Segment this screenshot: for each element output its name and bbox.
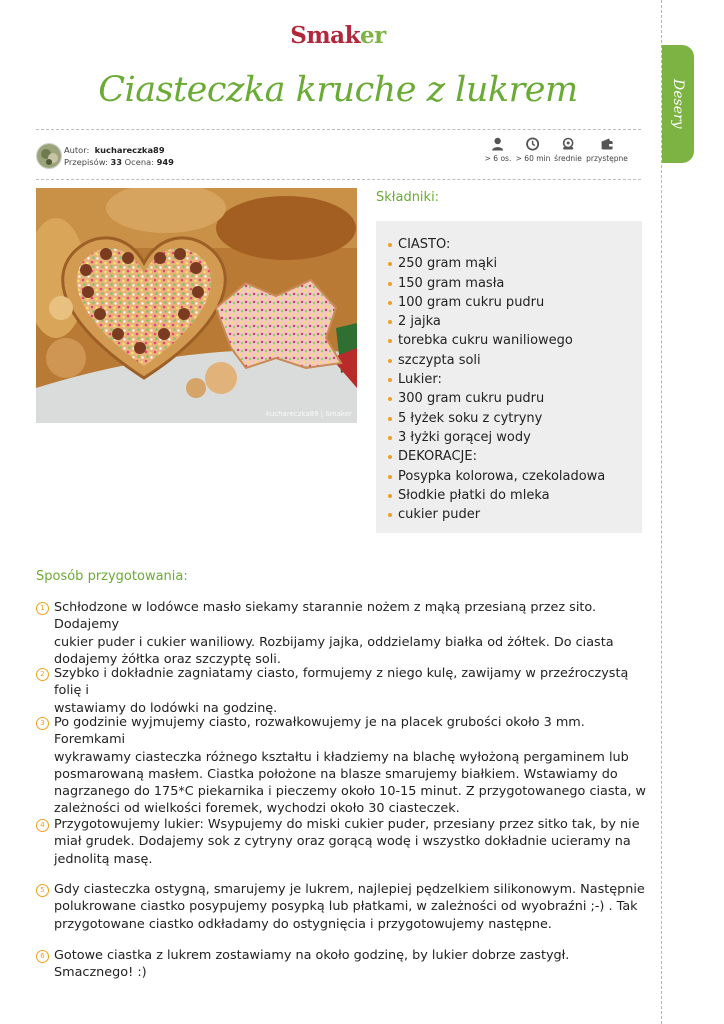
wallet-icon [600, 137, 614, 151]
ingredient-item: 2 jajka [387, 312, 605, 331]
step-number: 4 [36, 819, 49, 832]
recipes-count: 33 [110, 157, 123, 167]
recipe-photo [36, 188, 357, 423]
site-logo[interactable] [0, 22, 676, 49]
ingredient-item: 100 gram cukru pudru [387, 293, 605, 312]
step-line: Gotowe ciastka z lukrem zostawiamy na około godzinę, by lukier dobrze zastygł. Smacznego! :) [54, 948, 570, 981]
ingredient-item: 3 łyżki gorącej wody [387, 428, 605, 447]
step-text [54, 665, 648, 717]
cost-label: przystępne [586, 154, 628, 163]
ingredient-item: torebka cukru waniliowego [387, 331, 605, 350]
step-text [54, 714, 648, 818]
step-line: miał grudek. Dodajemy sok z cytryny oraz gorącą wodę i wszystko dokładnie ucieramy na [54, 834, 631, 850]
ingredients-heading: Składniki: [376, 190, 440, 205]
step-line: cukier puder i cukier waniliowy. Rozbijamy jajka, oddzielamy białka od żółtek. Do ciasta [54, 634, 614, 650]
logo-part-1: Smak [290, 22, 361, 49]
step-number: 5 [36, 884, 49, 897]
ingredient-item: Posypka kolorowa, czekoladowa [387, 467, 605, 486]
step-number: 6 [36, 950, 49, 963]
author-name[interactable]: kuchareczka89 [94, 145, 165, 155]
ingredient-item: cukier puder [387, 505, 605, 524]
author-avatar[interactable] [36, 143, 62, 169]
time-meta [516, 137, 551, 163]
step-line: wstawiamy do lodówki na godzinę. [54, 700, 278, 716]
step-line: wykrawamy ciasteczka różnego kształtu i kładziemy na blachę wyłożoną pergaminem lub [54, 749, 629, 765]
step-text [54, 881, 648, 933]
step-number: 2 [36, 668, 49, 681]
logo-part-2: er [360, 22, 386, 49]
time-label: > 60 min [515, 154, 551, 163]
step-line: jednolitą masę. [54, 851, 153, 867]
step-number: 1 [36, 602, 49, 615]
ingredient-item: 250 gram mąki [387, 254, 605, 273]
ingredients-list [387, 235, 605, 524]
ingredient-item: DEKORACJE: [387, 447, 605, 466]
ingredient-item: Lukier: [387, 370, 605, 389]
step-line: Schłodzone w lodówce masło siekamy starannie nożem z mąką przesianą przez sito. Dodajemy [54, 600, 597, 633]
step-line: Szybko i dokładnie zagniatamy ciasto, formujemy z niego kulę, zawijamy w przeźroczystą folię i [54, 666, 629, 699]
step-line: Po godzinie wyjmujemy ciasto, rozwałkowujemy je na placek grubości około 3 mm. Foremkami [54, 715, 585, 748]
divider-top [36, 129, 641, 130]
ingredient-item: 300 gram cukru pudru [387, 389, 605, 408]
difficulty-meta [554, 137, 582, 163]
step-text [54, 947, 648, 982]
difficulty-label: średnie [554, 154, 582, 163]
step-line: Gdy ciasteczka ostygną, smarujemy je lukrem, najlepiej pędzelkiem silikonowym. Następnie [54, 882, 645, 897]
divider-bottom [36, 179, 641, 180]
ingredient-item: Słodkie płatki do mleka [387, 486, 605, 505]
cost-meta [586, 137, 628, 163]
step-line: polukrowane ciastko posypujemy posypką lub płatkami, w zależności od wyobraźni ;-) . Tak [54, 899, 638, 915]
ingredient-item: 150 gram masła [387, 274, 605, 293]
author-label: Autor: [64, 145, 90, 155]
step-number: 3 [36, 717, 49, 730]
step-line: Przygotowujemy lukier: Wsypujemy do miski cukier puder, przesiany przez sitko tak, by nie [54, 817, 640, 832]
chef-hat-icon [561, 137, 575, 151]
ingredient-item: szczypta soli [387, 351, 605, 370]
servings-label: > 6 os. [484, 154, 512, 163]
author-info [64, 144, 174, 168]
servings-meta [485, 137, 512, 163]
recipes-label: Przepisów: [64, 157, 108, 167]
rating-value: 949 [156, 157, 174, 167]
recipe-title: Ciasteczka kruche z lukrem [98, 70, 578, 110]
category-tab-label: Desery [670, 79, 686, 129]
step-line: zależności od wielkości foremek, wychodzi około 30 ciasteczek. [54, 801, 460, 817]
preparation-heading: Sposób przygotowania: [36, 569, 188, 584]
step-text [54, 599, 648, 668]
step-text [54, 816, 648, 868]
clock-icon [526, 137, 540, 151]
photo-watermark: kuchareczka89 | Smaker [266, 410, 352, 418]
ingredient-item: 5 łyżek soku z cytryny [387, 409, 605, 428]
rating-label: Ocena: [124, 157, 154, 167]
person-icon [491, 137, 505, 151]
step-line: przygotowane ciastko odkładamy do ostygnięcia i przygotowujemy następne. [54, 916, 552, 932]
step-line: dodajemy żółtka oraz szczyptę soli. [54, 651, 281, 667]
step-line: posmarowaną masłem. Ciastka położone na blasze smarujemy białkiem. Wstawiamy do [54, 766, 618, 782]
ingredient-item: CIASTO: [387, 235, 605, 254]
step-line: nagrzanego do 175*C piekarnika i pieczemy około 10-15 minut. Z przygotowanego ciasta, w [54, 784, 647, 800]
